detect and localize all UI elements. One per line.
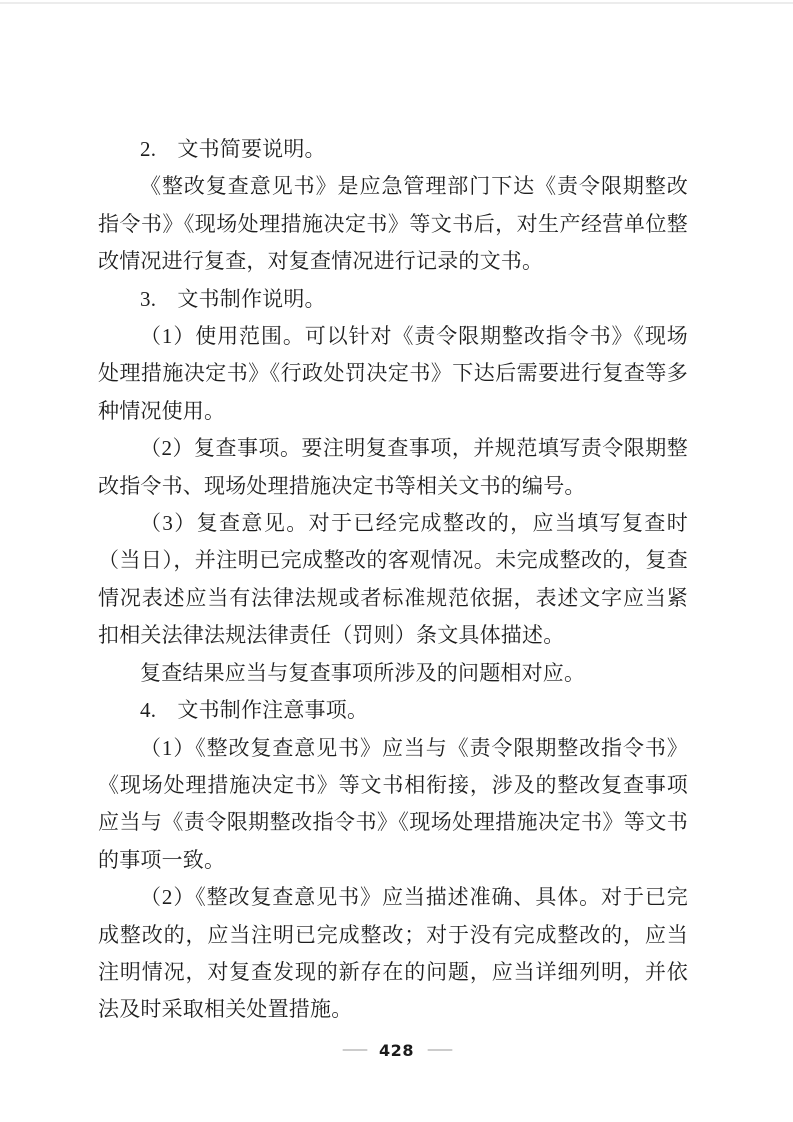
paragraph-section-2-heading: 2. 文书简要说明。 [140,137,326,161]
paragraph-section-3-heading: 3. 文书制作说明。 [140,286,326,311]
footer-dash-left: —— [342,1042,367,1058]
paragraph-note-2: （2）《整改复查意见书》应当描述准确、具体。对于已完成整改的，应当注明已完成整改；对于没有完成整改的，应当注明情况，对复查发现的新存在的问题，应当详细列明，并依法及时采取相关处置措施。 [98,885,688,1022]
paragraph-section-4-heading: 4. 文书制作注意事项。 [140,698,369,723]
page-number: 428 [379,1041,414,1060]
paragraph-review-items: （2）复查事项。要注明复查事项，并规范填写责令限期整改指令书、现场处理措施决定书等相关文书的编号。 [98,436,688,498]
page-edge-line [0,2,793,4]
page-footer [0,1041,793,1061]
paragraph-brief-description: 《整改复查意见书》是应急管理部门下达《责令限期整改指令书》《现场处理措施决定书》等文书后，对生产经营单位整改情况进行复查，对复查情况进行记录的文书。 [98,174,688,274]
footer-dash-right: —— [426,1042,451,1058]
paragraph-review-opinion: （3）复查意见。对于已经完成整改的，应当填写复查时（当日），并注明已完成整改的客观情况。未完成整改的，复查情况表述应当有法律法规或者标准规范依据，表述文字应当紧扣相关法律法规法律责任（罚则）条文具体描述。 [98,511,688,648]
paragraph-scope-of-use: （1）使用范围。可以针对《责令限期整改指令书》《现场处理措施决定书》《行政处罚决定书》下达后需要进行复查等多种情况使用。 [98,324,688,423]
document-body [98,131,688,1029]
paragraph-note-1: （1）《整改复查意见书》应当与《责令限期整改指令书》《现场处理措施决定书》等文书相衔接，涉及的整改复查事项应当与《责令限期整改指令书》《现场处理措施决定书》等文书的事项一致。 [98,735,688,872]
paragraph-review-result: 复查结果应当与复查事项所涉及的问题相对应。 [140,660,586,685]
